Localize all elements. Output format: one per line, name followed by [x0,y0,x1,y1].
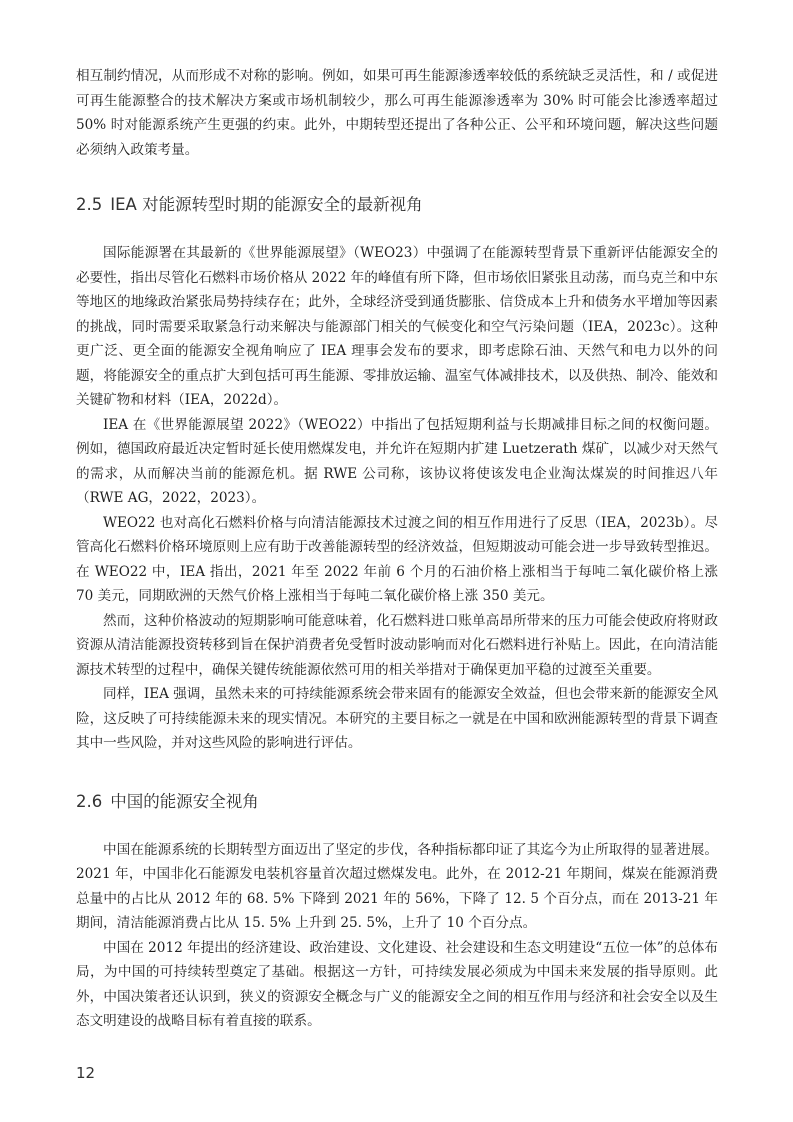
section-heading-2-6 [76,790,718,814]
paragraph: 中国在 2012 年提出的经济建设、政治建设、文化建设、社会建设和生态文明建设“五位一体”的总体布局，为中国的可持续转型奠定了基础。根据这一方针，可持续发展必须成为中国未来发展的指导原则。此外，中国决策者还认识到，狭义的资源安全概念与广义的能源安全之间的相互作用与经济和社会安全以及生态文明建设的战略目标有着直接的联系。 [76,939,718,1029]
paragraph: IEA 在《世界能源展望 2022》（WEO22）中指出了包括短期利益与长期减排目标之间的权衡问题。例如，德国政府最近决定暂时延长使用燃煤发电，并允许在短期内扩建 Luetzerath 煤矿，以减少对天然气的需求，从而解决当前的能源危机。据 RWE 公司称，该协议将使该发电企业淘汰煤炭的时间推迟八年（RWE AG，2022，2023）。 [76,416,718,506]
intro-paragraph: 相互制约情况，从而形成不对称的影响。例如，如果可再生能源渗透率较低的系统缺乏灵活性，和 / 或促进可再生能源整合的技术解决方案或市场机制较少，那么可再生能源渗透率为 30% 时可能会比渗透率超过 50% 时对能源系统产生更强的约束。此外，中期转型还提出了各种公正、公平和环境问题，解决这些问题必须纳入政策考量。 [76,68,718,158]
section-number: 2.5 [76,195,103,214]
page-number: 12 [76,1064,96,1082]
paragraph: 中国在能源系统的长期转型方面迈出了坚定的步伐，各种指标都印证了其迄今为止所取得的显著进展。2021 年，中国非化石能源发电装机容量首次超过燃煤发电。此外，在 2012-21 年期间，煤炭在能源消费总量中的占比从 2012 年的 68. 5% 下降到 2021 年的 56%，下降了 12. 5 个百分点，而在 2013-21 年期间，清洁能源消费占比从 15. 5% 上升到 25. 5%，上升了 10 个百分点。 [76,841,718,931]
paragraph: 然而，这种价格波动的短期影响可能意味着，化石燃料进口账单高昂所带来的压力可能会使政府将财政资源从清洁能源投资转移到旨在保护消费者免受暂时波动影响而对化石燃料进行补贴上。因此，在向清洁能源技术转型的过程中，确保关键传统能源依然可用的相关举措对于确保更加平稳的过渡至关重要。 [76,612,718,678]
paragraph: 同样，IEA 强调，虽然未来的可持续能源系统会带来固有的能源安全效益，但也会带来新的能源安全风险，这反映了可持续能源未来的现实情况。本研究的主要目标之一就是在中国和欧洲能源转型的背景下调查其中一些风险，并对这些风险的影响进行评估。 [76,686,718,751]
section-title: IEA 对能源转型时期的能源安全的最新视角 [110,195,423,214]
section-number: 2.6 [76,791,103,811]
section-title: 中国的能源安全视角 [110,791,259,811]
paragraph: 国际能源署在其最新的《世界能源展望》（WEO23）中强调了在能源转型背景下重新评估能源安全的必要性，指出尽管化石燃料市场价格从 2022 年的峰值有所下降，但市场依旧紧张且动荡，而乌克兰和中东等地区的地缘政治紧张局势持续存在；此外，全球经济受到通货膨胀、信贷成本上升和债务水平增加等因素的挑战，同时需要采取紧急行动来解决与能源部门相关的气候变化和空气污染问题（IEA，2023c）。这种更广泛、更全面的能源安全视角响应了 IEA 理事会发布的要求，即考虑除石油、天然气和电力以外的问题，将能源安全的重点扩大到包括可再生能源、零排放运输、温室气体减排技术，以及供热、制冷、能效和关键矿物和材料（IEA，2022d）。 [76,245,718,408]
page-body [76,64,718,1034]
paragraph: WEO22 也对高化石燃料价格与向清洁能源技术过渡之间的相互作用进行了反思（IEA，2023b）。尽管高化石燃料价格环境原则上应有助于改善能源转型的经济效益，但短期波动可能会进一步导致转型推迟。在 WEO22 中，IEA 指出，2021 年至 2022 年前 6 个月的石油价格上涨相当于每吨二氧化碳价格上涨 70 美元，同期欧洲的天然气价格上涨相当于每吨二氧化碳价格上涨 350 美元。 [76,514,718,604]
section-heading-2-5 [76,193,718,217]
